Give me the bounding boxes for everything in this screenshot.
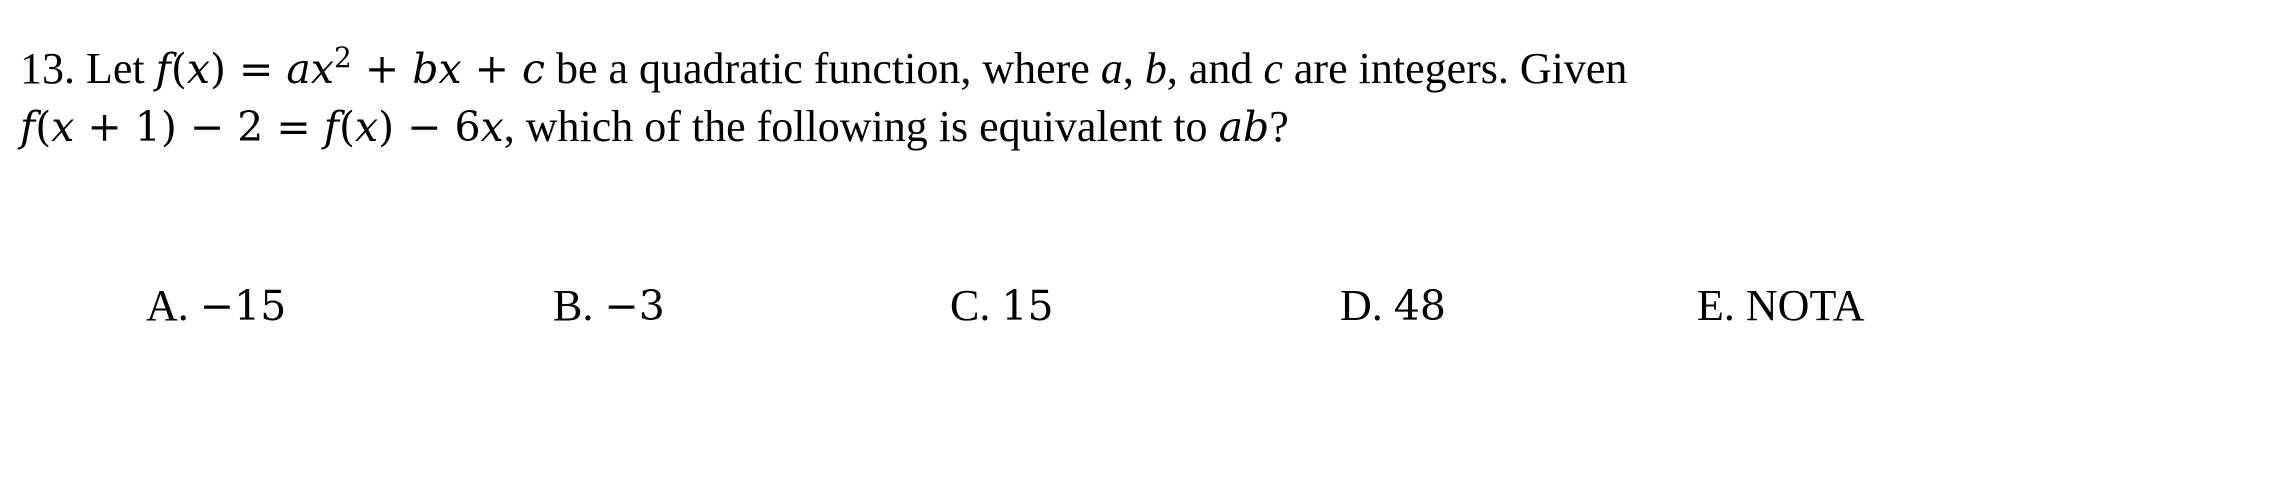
choice-letter: E.	[1697, 281, 1735, 330]
math-exponent: 2	[333, 41, 352, 74]
variable-b: b	[1144, 44, 1167, 93]
question-mark: ?	[1269, 102, 1289, 151]
problem-line-1	[20, 40, 2240, 98]
problem-text-c: are integers. Given	[1293, 44, 1628, 93]
math-minus-6: ) − 6	[378, 103, 481, 151]
variable-c: c	[1263, 44, 1283, 93]
choice-value: 15	[1001, 282, 1054, 330]
math-ab: ab	[1218, 103, 1270, 151]
problem-text-b: , and	[1166, 44, 1253, 93]
math-paren-open: (	[35, 103, 52, 151]
math-f: f	[155, 45, 171, 93]
math-x: x	[354, 103, 379, 151]
choice-value: −3	[604, 282, 665, 330]
functional-equation	[20, 103, 504, 151]
choice-value: 48	[1393, 282, 1446, 330]
variable-a: a	[1100, 44, 1123, 93]
comma: ,	[1122, 44, 1134, 93]
problem-question-text: , which of the following is equivalent to	[503, 102, 1208, 151]
choice-value: NOTA	[1745, 281, 1865, 330]
choice-b[interactable]	[553, 276, 665, 336]
math-bx: bx	[412, 45, 462, 93]
math-x: x	[186, 45, 210, 93]
math-equals: ) =	[209, 45, 287, 93]
math-plus-2: +	[461, 45, 522, 93]
choice-d[interactable]	[1340, 276, 1446, 336]
math-ax: ax	[286, 45, 334, 93]
math-plus-1: +	[351, 45, 413, 93]
math-x: x	[51, 103, 75, 151]
math-f: f	[323, 103, 339, 151]
problem-line-2	[20, 98, 2240, 156]
choice-letter: B.	[553, 281, 594, 330]
math-paren-open: (	[338, 103, 355, 151]
math-paren-open: (	[170, 45, 187, 93]
problem-lead-text: Let	[86, 44, 145, 93]
math-x: x	[480, 103, 504, 151]
problem-13	[20, 40, 2240, 156]
choice-c[interactable]	[950, 276, 1054, 336]
choice-e[interactable]	[1697, 276, 1865, 336]
choice-value: −15	[199, 282, 287, 330]
math-c: c	[522, 45, 545, 93]
problem-text-a: be a quadratic function, where	[555, 44, 1090, 93]
math-shift: + 1) − 2 =	[74, 103, 324, 151]
problem-number: 13.	[20, 44, 75, 93]
answer-choices	[0, 276, 2269, 336]
choice-letter: D.	[1340, 281, 1383, 330]
choice-letter: A.	[146, 281, 189, 330]
math-f: f	[20, 103, 36, 151]
choice-letter: C.	[950, 281, 991, 330]
function-definition	[155, 41, 545, 93]
choice-a[interactable]	[146, 276, 286, 336]
